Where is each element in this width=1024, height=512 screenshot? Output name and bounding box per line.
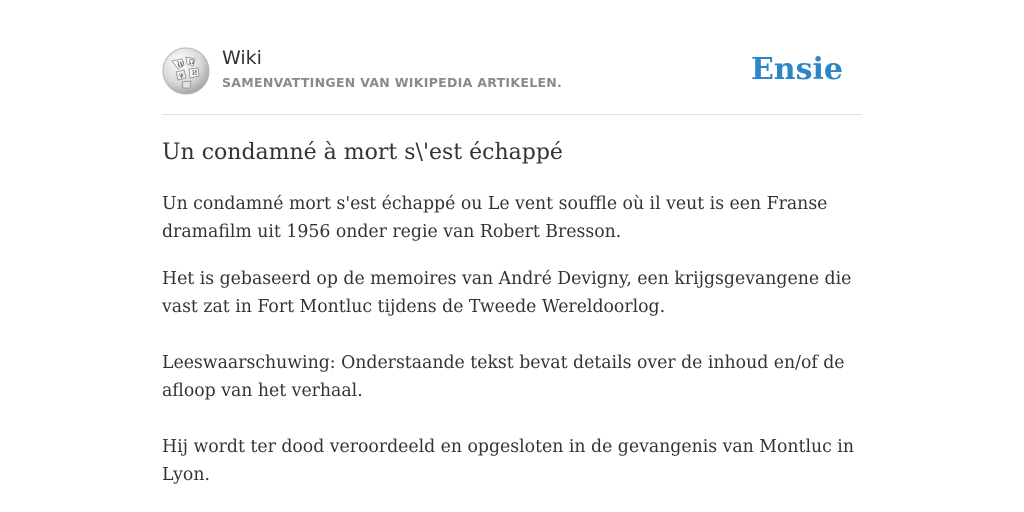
spoiler-warning: Leeswaarschuwing: Onderstaande tekst bevat details over de inhoud en/of de afloop van het verhaal. xyxy=(162,353,845,401)
site-title[interactable]: Wiki xyxy=(222,47,262,69)
article-paragraph: Hij wordt ter dood veroordeeld en opgesloten in de gevangenis van Montluc in Lyon. xyxy=(162,437,854,485)
wikipedia-globe-icon[interactable] xyxy=(162,47,210,95)
article-body xyxy=(162,190,862,508)
ensie-brand-logo[interactable]: Ensie xyxy=(750,52,843,87)
svg-text:Ω: Ω xyxy=(189,59,194,66)
article-paragraph: Het is gebaseerd op de memoires van André Devigny, een krijgsgevangene die vast zat in Fort Montluc tijdens de Tweede Wereldoorlog. xyxy=(162,269,852,317)
article-title: Un condamné à mort s\'est échappé xyxy=(162,140,563,165)
site-header xyxy=(162,44,862,115)
svg-text:ψ: ψ xyxy=(179,72,184,79)
site-tagline: SAMENVATTINGEN VAN WIKIPEDIA ARTIKELEN. xyxy=(222,75,563,90)
svg-text:W: W xyxy=(177,61,185,69)
svg-text:И: И xyxy=(192,70,198,77)
article-paragraph: Un condamné mort s'est échappé ou Le vent souffle où il veut is een Franse dramafilm uit 1956 onder regie van Robert Bresson. xyxy=(162,194,828,242)
